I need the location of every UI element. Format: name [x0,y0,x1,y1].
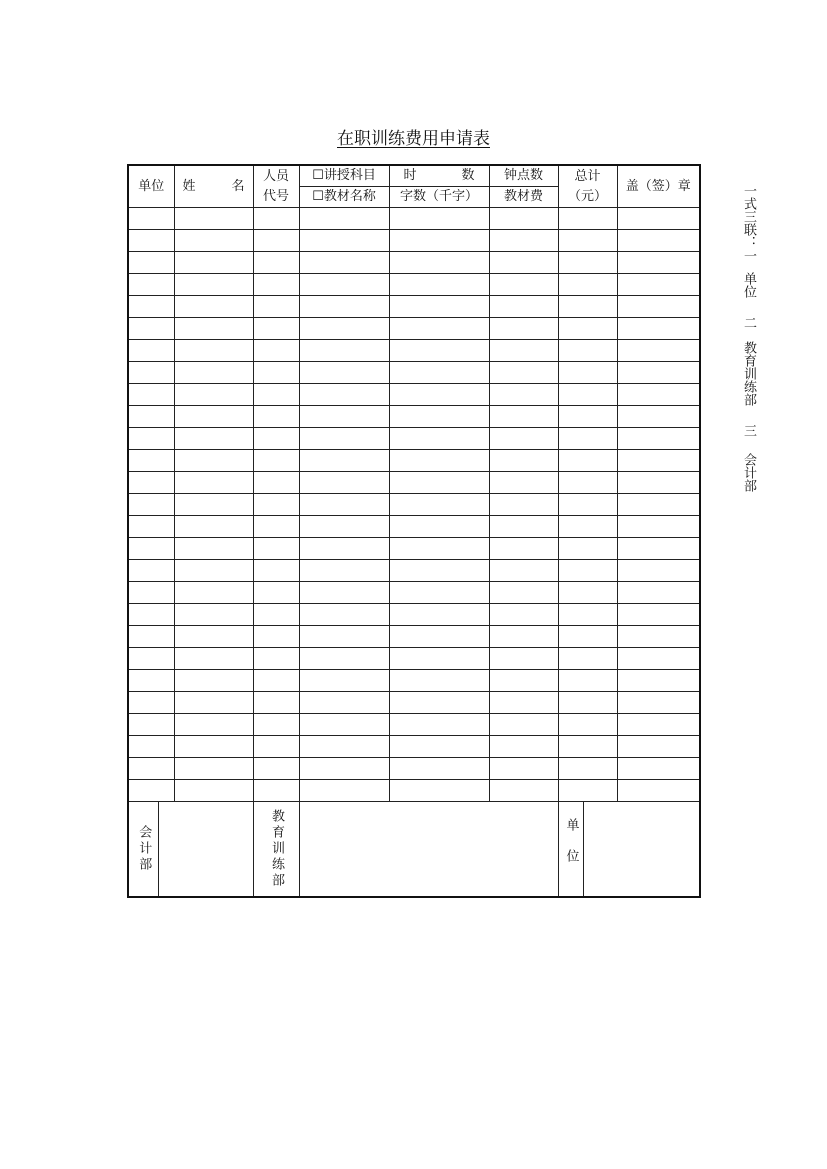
table-cell[interactable] [299,604,389,626]
table-cell[interactable] [128,274,174,296]
header-staff-code [253,165,299,208]
table-cell[interactable] [489,384,558,406]
table-cell[interactable] [558,626,617,648]
header-hours [389,165,489,208]
table-cell[interactable] [489,450,558,472]
table-cell[interactable] [299,736,389,758]
table-cell[interactable] [299,252,389,274]
table-row [128,648,700,670]
table-cell[interactable] [128,318,174,340]
table-cell[interactable] [299,450,389,472]
table-cell[interactable] [617,406,700,428]
table-cell[interactable] [299,538,389,560]
table-cell[interactable] [617,384,700,406]
table-cell[interactable] [489,626,558,648]
footer-training-sign[interactable] [299,802,558,898]
table-cell[interactable] [389,230,489,252]
table-cell[interactable] [253,296,299,318]
table-cell[interactable] [489,560,558,582]
table-cell[interactable] [128,736,174,758]
table-cell[interactable] [617,230,700,252]
header-fee [489,165,558,208]
table-cell[interactable] [128,406,174,428]
table-cell[interactable] [558,516,617,538]
table-cell[interactable] [489,252,558,274]
table-cell[interactable] [389,714,489,736]
table-cell[interactable] [174,428,253,450]
header-material-checkbox[interactable]: ☐教材名称 [312,189,376,204]
table-cell[interactable] [489,274,558,296]
table-cell[interactable] [389,274,489,296]
header-word-count: 字数（千字） [400,189,479,204]
table-cell[interactable] [128,494,174,516]
table-cell[interactable] [558,428,617,450]
table-cell[interactable] [558,692,617,714]
table-row [128,318,700,340]
header-hours-left: 时 [403,168,417,183]
table-cell[interactable] [128,516,174,538]
table-cell[interactable] [617,780,700,802]
table-cell[interactable] [253,670,299,692]
table-cell[interactable] [558,648,617,670]
table-cell[interactable] [299,428,389,450]
table-row [128,208,700,230]
table-cell[interactable] [617,494,700,516]
header-subject [299,165,389,208]
table-cell[interactable] [558,450,617,472]
table-cell[interactable] [253,406,299,428]
table-cell[interactable] [617,450,700,472]
table-row [128,758,700,780]
table-cell[interactable] [489,340,558,362]
table-cell[interactable] [558,208,617,230]
table-cell[interactable] [299,472,389,494]
table-cell[interactable] [253,362,299,384]
table-cell[interactable] [299,714,389,736]
table-cell[interactable] [174,362,253,384]
table-row [128,582,700,604]
table-row [128,736,700,758]
table-cell[interactable] [128,626,174,648]
table-row [128,472,700,494]
header-hours-right: 数 [461,168,475,183]
table-cell[interactable] [389,208,489,230]
table-cell[interactable] [558,736,617,758]
table-cell[interactable] [128,604,174,626]
table-row [128,384,700,406]
table-cell[interactable] [128,208,174,230]
table-row [128,670,700,692]
header-total-bottom: （元） [568,188,608,204]
table-cell[interactable] [489,604,558,626]
table-cell[interactable] [617,538,700,560]
header-name-given: 名 [231,178,245,194]
table-cell[interactable] [558,384,617,406]
copies-note-part3: 二 [741,316,756,329]
table-cell[interactable] [253,274,299,296]
table-cell[interactable] [174,494,253,516]
table-row [128,494,700,516]
table-row [128,274,700,296]
table-cell[interactable] [253,340,299,362]
table-cell[interactable] [489,208,558,230]
table-cell[interactable] [617,516,700,538]
footer-accounting-text: 会计部 [136,825,152,873]
table-cell[interactable] [299,758,389,780]
table-cell[interactable] [174,736,253,758]
table-cell[interactable] [489,758,558,780]
table-cell[interactable] [174,758,253,780]
table-cell[interactable] [558,362,617,384]
table-cell[interactable] [174,604,253,626]
table-cell[interactable] [128,780,174,802]
table-cell[interactable] [617,362,700,384]
table-cell[interactable] [174,450,253,472]
table-cell[interactable] [617,560,700,582]
footer-training-text: 教育训练部 [269,809,285,889]
table-cell[interactable] [299,230,389,252]
table-cell[interactable] [174,230,253,252]
table-cell[interactable] [389,560,489,582]
table-cell[interactable] [389,692,489,714]
table-cell[interactable] [558,274,617,296]
table-cell[interactable] [299,516,389,538]
table-cell[interactable] [128,450,174,472]
table-row [128,516,700,538]
table-cell[interactable] [489,428,558,450]
table-cell[interactable] [389,604,489,626]
table-cell[interactable] [389,384,489,406]
table-row [128,604,700,626]
table-cell[interactable] [299,406,389,428]
table-cell[interactable] [174,780,253,802]
table-row [128,230,700,252]
table-cell[interactable] [174,582,253,604]
table-cell[interactable] [128,538,174,560]
table-cell[interactable] [558,538,617,560]
table-cell[interactable] [389,472,489,494]
table-cell[interactable] [558,406,617,428]
header-name [174,165,253,208]
table-cell[interactable] [174,340,253,362]
table-cell[interactable] [617,208,700,230]
table-cell[interactable] [253,758,299,780]
table-cell[interactable] [299,340,389,362]
table-cell[interactable] [174,670,253,692]
table-cell[interactable] [128,582,174,604]
footer-training-label [253,802,299,898]
table-cell[interactable] [299,384,389,406]
copies-note-part2: 单位 [741,272,756,298]
table-row [128,560,700,582]
table-cell[interactable] [174,626,253,648]
table-cell[interactable] [389,296,489,318]
footer-unit-label [558,802,583,898]
table-cell[interactable] [174,714,253,736]
table-cell[interactable] [389,582,489,604]
table-cell[interactable] [174,274,253,296]
table-cell[interactable] [253,714,299,736]
table-cell[interactable] [253,780,299,802]
table-cell[interactable] [299,780,389,802]
table-cell[interactable] [389,670,489,692]
table-cell[interactable] [617,472,700,494]
header-row [128,165,700,208]
page-title: 在职训练费用申请表 [337,129,490,149]
table-cell[interactable] [617,274,700,296]
table-cell[interactable] [389,736,489,758]
table-row [128,450,700,472]
header-seal: 盖（签）章 [617,165,700,208]
copies-note-part5: 三 [741,424,756,437]
table-cell[interactable] [617,252,700,274]
header-total [558,165,617,208]
footer-accounting-sign[interactable] [158,802,253,898]
table-row [128,692,700,714]
table-cell[interactable] [253,318,299,340]
table-cell[interactable] [558,604,617,626]
copies-note [741,184,755,492]
footer-unit-text: 单位 [563,818,579,880]
table-cell[interactable] [174,516,253,538]
header-staff-code-top: 人员 [263,168,290,184]
table-cell[interactable] [253,252,299,274]
table-cell[interactable] [389,340,489,362]
table-cell[interactable] [174,406,253,428]
table-cell[interactable] [128,362,174,384]
table-cell[interactable] [558,714,617,736]
table-cell[interactable] [558,340,617,362]
table-cell[interactable] [253,208,299,230]
table-cell[interactable] [128,692,174,714]
table-cell[interactable] [253,626,299,648]
table-cell[interactable] [617,318,700,340]
table-cell[interactable] [253,538,299,560]
table-cell[interactable] [253,516,299,538]
table-cell[interactable] [299,318,389,340]
table-cell[interactable] [253,560,299,582]
table-cell[interactable] [253,494,299,516]
table-cell[interactable] [299,560,389,582]
table-row [128,428,700,450]
table-cell[interactable] [558,472,617,494]
table-cell[interactable] [128,384,174,406]
header-staff-code-bottom: 代号 [263,188,290,204]
table-cell[interactable] [389,450,489,472]
table-cell[interactable] [299,582,389,604]
table-cell[interactable] [617,692,700,714]
table-cell[interactable] [389,626,489,648]
copies-note-part1: 一式三联：一 [741,184,756,262]
table-cell[interactable] [617,758,700,780]
table-cell[interactable] [489,472,558,494]
table-cell[interactable] [174,538,253,560]
table-cell[interactable] [489,538,558,560]
table-cell[interactable] [389,428,489,450]
table-cell[interactable] [489,406,558,428]
header-name-surname: 姓 [182,178,196,194]
table-row [128,296,700,318]
table-cell[interactable] [558,560,617,582]
table-cell[interactable] [128,560,174,582]
table-cell[interactable] [253,604,299,626]
table-cell[interactable] [389,648,489,670]
table-row [128,780,700,802]
table-cell[interactable] [558,670,617,692]
table-cell[interactable] [558,758,617,780]
table-cell[interactable] [558,318,617,340]
table-cell[interactable] [174,472,253,494]
table-cell[interactable] [253,692,299,714]
header-unit: 单位 [128,165,174,208]
header-material-fee: 教材费 [504,189,544,204]
table-cell[interactable] [617,736,700,758]
table-cell[interactable] [299,274,389,296]
table-cell[interactable] [558,252,617,274]
table-cell[interactable] [253,582,299,604]
table-row [128,538,700,560]
table-cell[interactable] [128,340,174,362]
table-cell[interactable] [253,450,299,472]
table-cell[interactable] [253,472,299,494]
table-cell[interactable] [617,670,700,692]
table-cell[interactable] [617,648,700,670]
table-row [128,252,700,274]
footer-unit-sign[interactable] [583,802,700,898]
table-cell[interactable] [174,692,253,714]
table-cell[interactable] [299,362,389,384]
table-cell[interactable] [617,340,700,362]
table-cell[interactable] [128,252,174,274]
table-cell[interactable] [617,626,700,648]
table-cell[interactable] [299,648,389,670]
table-cell[interactable] [489,714,558,736]
footer-accounting-label [128,802,158,898]
table-cell[interactable] [174,296,253,318]
table-cell[interactable] [174,384,253,406]
table-cell[interactable] [617,714,700,736]
copies-note-part4: 教育训练部 [741,341,756,406]
table-cell[interactable] [617,582,700,604]
table-cell[interactable] [489,692,558,714]
table-cell[interactable] [617,428,700,450]
table-cell[interactable] [299,208,389,230]
table-cell[interactable] [558,296,617,318]
table-cell[interactable] [128,714,174,736]
table-cell[interactable] [174,208,253,230]
table-cell[interactable] [128,670,174,692]
table-cell[interactable] [389,516,489,538]
table-cell[interactable] [299,626,389,648]
table-row [128,340,700,362]
table-cell[interactable] [389,318,489,340]
table-cell[interactable] [489,296,558,318]
table-cell[interactable] [128,428,174,450]
table-cell[interactable] [174,318,253,340]
table-cell[interactable] [389,780,489,802]
table-cell[interactable] [489,648,558,670]
table-cell[interactable] [253,648,299,670]
table-cell[interactable] [299,670,389,692]
table-cell[interactable] [253,384,299,406]
table-row [128,406,700,428]
table-cell[interactable] [489,362,558,384]
table-cell[interactable] [299,296,389,318]
table-cell[interactable] [558,780,617,802]
table-cell[interactable] [489,230,558,252]
table-cell[interactable] [489,582,558,604]
table-cell[interactable] [299,692,389,714]
table-cell[interactable] [174,252,253,274]
table-cell[interactable] [558,582,617,604]
table-row [128,362,700,384]
table-cell[interactable] [489,494,558,516]
table-cell[interactable] [558,494,617,516]
copies-note-part6: 会计部 [741,453,756,492]
table-cell[interactable] [617,604,700,626]
header-total-top: 总计 [574,168,601,184]
table-cell[interactable] [128,758,174,780]
table-cell[interactable] [389,406,489,428]
header-hour-count: 钟点数 [490,166,558,187]
table-cell[interactable] [389,538,489,560]
table-cell[interactable] [489,516,558,538]
table-cell[interactable] [489,670,558,692]
table-cell[interactable] [389,362,489,384]
table-cell[interactable] [174,648,253,670]
table-cell[interactable] [389,758,489,780]
expense-table [127,164,701,898]
table-cell[interactable] [389,494,489,516]
table-cell[interactable] [489,780,558,802]
table-cell[interactable] [253,230,299,252]
table-cell[interactable] [558,230,617,252]
table-cell[interactable] [253,736,299,758]
table-cell[interactable] [617,296,700,318]
table-row [128,714,700,736]
table-cell[interactable] [389,252,489,274]
table-cell[interactable] [299,494,389,516]
footer-row [128,802,700,898]
table-cell[interactable] [174,560,253,582]
table-cell[interactable] [253,428,299,450]
table-cell[interactable] [128,230,174,252]
header-subject-checkbox[interactable]: ☐讲授科目 [300,166,389,187]
table-cell[interactable] [489,736,558,758]
table-cell[interactable] [128,472,174,494]
table-cell[interactable] [128,648,174,670]
table-row [128,626,700,648]
table-cell[interactable] [489,318,558,340]
table-cell[interactable] [128,296,174,318]
